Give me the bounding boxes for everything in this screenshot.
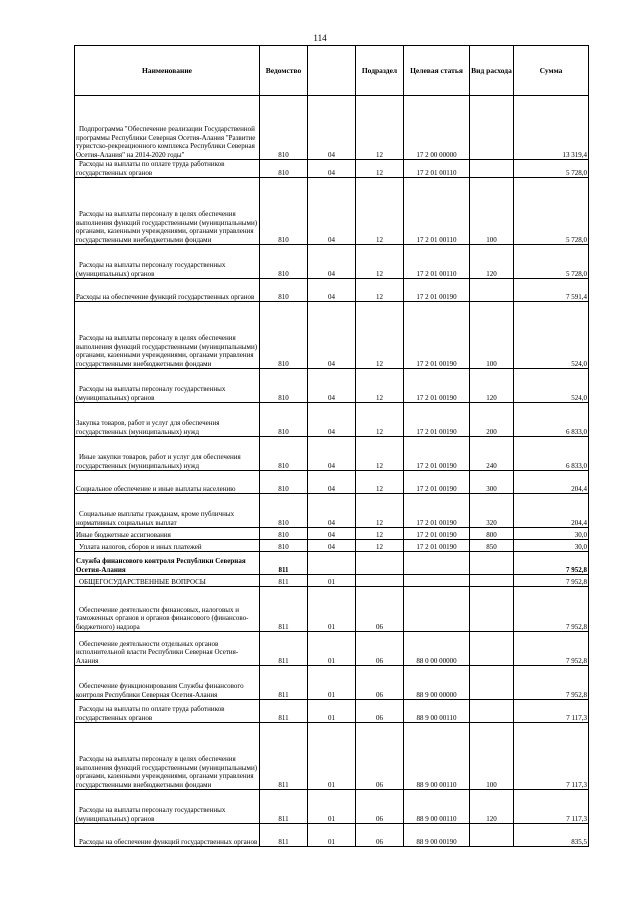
row-section: 04 [308, 245, 356, 279]
table-row [75, 575, 589, 587]
row-amount: 5 728,0 [514, 245, 589, 279]
row-subsection: 06 [356, 587, 404, 632]
table-row [75, 369, 589, 403]
row-dept: 810 [260, 540, 308, 552]
row-amount: 7 952,8 [514, 666, 589, 700]
table-row [75, 471, 589, 494]
row-dept: 811 [260, 824, 308, 847]
row-amount: 5 728,0 [514, 160, 589, 178]
row-expense-type: 320 [470, 494, 514, 528]
row-amount: 204,4 [514, 471, 589, 494]
row-amount: 7 952,8 [514, 632, 589, 666]
col-header-dept: Ведомство [260, 46, 308, 96]
table-row [75, 790, 589, 824]
row-amount: 7 952,8 [514, 587, 589, 632]
row-subsection: 12 [356, 540, 404, 552]
col-header-amount: Сумма [514, 46, 589, 96]
row-expense-type [470, 666, 514, 700]
table-row [75, 632, 589, 666]
table-row [75, 552, 589, 575]
row-subsection: 12 [356, 245, 404, 279]
row-subsection: 06 [356, 632, 404, 666]
row-amount: 7 117,3 [514, 790, 589, 824]
row-subsection: 06 [356, 700, 404, 723]
row-section: 04 [308, 279, 356, 302]
table-row [75, 528, 589, 540]
row-subsection: 12 [356, 160, 404, 178]
row-expense-type [470, 587, 514, 632]
row-section: 04 [308, 471, 356, 494]
row-dept: 811 [260, 575, 308, 587]
row-section: 01 [308, 666, 356, 700]
row-subsection: 06 [356, 790, 404, 824]
row-amount: 6 833,0 [514, 403, 589, 437]
row-section: 04 [308, 302, 356, 369]
row-amount: 524,0 [514, 369, 589, 403]
table-row [75, 403, 589, 437]
row-expense-type: 120 [470, 790, 514, 824]
row-subsection: 12 [356, 302, 404, 369]
row-name: Подпрограмма "Обеспечение реализации Государственной программы Республики Северная Осетия-Алания "Развитие туристско-рекреационного комплекса Республики Северная Осетия-Алания" на 2014-2020 годы" [75, 96, 260, 160]
row-expense-type [470, 575, 514, 587]
row-name: Социальные выплаты гражданам, кроме публичных нормативных социальных выплат [75, 494, 260, 528]
table-row [75, 824, 589, 847]
row-dept: 810 [260, 178, 308, 245]
row-expense-type [470, 160, 514, 178]
row-amount: 6 833,0 [514, 437, 589, 471]
row-target: 17 2 01 00190 [404, 540, 470, 552]
row-name: Расходы на выплаты персоналу государственных (муниципальных) органов [75, 369, 260, 403]
table-row [75, 245, 589, 279]
table-row [75, 494, 589, 528]
row-target [404, 575, 470, 587]
row-dept: 811 [260, 666, 308, 700]
table-row [75, 160, 589, 178]
table-row [75, 178, 589, 245]
col-header-expense-type: Вид расхода [470, 46, 514, 96]
row-target: 17 2 01 00190 [404, 494, 470, 528]
row-expense-type: 100 [470, 178, 514, 245]
row-amount: 7 952,8 [514, 575, 589, 587]
row-amount: 7 591,4 [514, 279, 589, 302]
row-section: 04 [308, 403, 356, 437]
row-name: Расходы на выплаты персоналу в целях обеспечения выполнения функций государственными (муниципальными) органами, казенными учреждениями, органами управления государственными внебюджетными фондами [75, 302, 260, 369]
row-name: Расходы на выплаты персоналу государственных (муниципальных) органов [75, 245, 260, 279]
row-target: 88 9 00 00110 [404, 700, 470, 723]
row-section: 04 [308, 494, 356, 528]
row-name: Расходы на выплаты по оплате труда работников государственных органов [75, 160, 260, 178]
row-amount: 7 117,3 [514, 723, 589, 790]
row-amount: 30,0 [514, 540, 589, 552]
row-name: Расходы на выплаты персоналу в целях обеспечения выполнения функций государственными (муниципальными) органами, казенными учреждениями, органами управления государственными внебюджетными фондами [75, 178, 260, 245]
row-section: 01 [308, 824, 356, 847]
row-section: 01 [308, 723, 356, 790]
row-amount: 835,5 [514, 824, 589, 847]
row-subsection: 12 [356, 178, 404, 245]
row-amount: 204,4 [514, 494, 589, 528]
row-name: Расходы на выплаты по оплате труда работников государственных органов [75, 700, 260, 723]
row-section: 01 [308, 587, 356, 632]
row-section: 04 [308, 96, 356, 160]
row-name: Социальное обеспечение и иные выплаты населению [75, 471, 260, 494]
row-subsection: 12 [356, 369, 404, 403]
row-subsection [356, 575, 404, 587]
row-target: 17 2 01 00190 [404, 403, 470, 437]
row-expense-type: 850 [470, 540, 514, 552]
row-target: 17 2 01 00110 [404, 178, 470, 245]
row-dept: 810 [260, 528, 308, 540]
row-subsection: 06 [356, 666, 404, 700]
row-dept: 810 [260, 494, 308, 528]
table-row [75, 587, 589, 632]
row-expense-type: 100 [470, 302, 514, 369]
row-target: 17 2 00 00000 [404, 96, 470, 160]
row-target: 17 2 01 00190 [404, 302, 470, 369]
row-section: 01 [308, 575, 356, 587]
row-target: 88 0 00 00000 [404, 632, 470, 666]
row-name: Расходы на обеспечение функций государственных органов [75, 279, 260, 302]
page-number: 114 [313, 33, 327, 43]
row-dept: 811 [260, 632, 308, 666]
row-section [308, 552, 356, 575]
row-subsection: 12 [356, 403, 404, 437]
row-target: 17 2 01 00110 [404, 245, 470, 279]
table-row [75, 723, 589, 790]
table-row [75, 666, 589, 700]
row-dept: 810 [260, 437, 308, 471]
row-subsection: 12 [356, 279, 404, 302]
row-name: Расходы на обеспечение функций государственных органов [75, 824, 260, 847]
row-expense-type [470, 700, 514, 723]
row-target: 17 2 01 00190 [404, 437, 470, 471]
row-subsection: 12 [356, 528, 404, 540]
table-row [75, 96, 589, 160]
row-dept: 810 [260, 96, 308, 160]
row-dept: 810 [260, 245, 308, 279]
row-name: Обеспечение деятельности отдельных органов исполнительной власти Республики Северная Осетия-Алания [75, 632, 260, 666]
row-section: 04 [308, 528, 356, 540]
row-dept: 810 [260, 279, 308, 302]
row-expense-type: 240 [470, 437, 514, 471]
row-expense-type: 300 [470, 471, 514, 494]
row-target: 17 2 01 00190 [404, 528, 470, 540]
row-expense-type [470, 552, 514, 575]
row-section: 04 [308, 178, 356, 245]
row-name: Иные бюджетные ассигнования [75, 528, 260, 540]
row-target: 17 2 01 00110 [404, 160, 470, 178]
row-amount: 7 117,3 [514, 700, 589, 723]
row-dept: 811 [260, 723, 308, 790]
row-expense-type: 200 [470, 403, 514, 437]
row-dept: 811 [260, 790, 308, 824]
row-amount: 13 319,4 [514, 96, 589, 160]
row-section: 01 [308, 790, 356, 824]
row-expense-type: 120 [470, 369, 514, 403]
row-section: 04 [308, 437, 356, 471]
row-section: 04 [308, 369, 356, 403]
col-header-name: Наименование [75, 46, 260, 96]
budget-table [74, 45, 589, 847]
row-target: 17 2 01 00190 [404, 471, 470, 494]
row-dept: 810 [260, 403, 308, 437]
row-expense-type: 120 [470, 245, 514, 279]
table-row [75, 279, 589, 302]
col-header-target: Целевая статья [404, 46, 470, 96]
row-amount: 30,0 [514, 528, 589, 540]
row-name: Расходы на выплаты персоналу государственных (муниципальных) органов [75, 790, 260, 824]
row-section: 01 [308, 700, 356, 723]
row-target: 88 9 00 00110 [404, 790, 470, 824]
row-dept: 811 [260, 587, 308, 632]
row-subsection: 06 [356, 723, 404, 790]
col-header-section [308, 46, 356, 96]
row-expense-type [470, 632, 514, 666]
row-dept: 811 [260, 552, 308, 575]
row-expense-type [470, 824, 514, 847]
row-name: Уплата налогов, сборов и иных платежей [75, 540, 260, 552]
row-name: Закупка товаров, работ и услуг для обеспечения государственных (муниципальных) нужд [75, 403, 260, 437]
row-name: Обеспечение функционирования Службы финансового контроля Республики Северная Осетия-Алания [75, 666, 260, 700]
row-target: 88 9 00 00000 [404, 666, 470, 700]
table-header-row [75, 46, 589, 96]
row-name: Служба финансового контроля Республики Северная Осетия-Алания [75, 552, 260, 575]
row-amount: 5 728,0 [514, 178, 589, 245]
row-target: 88 9 00 00190 [404, 824, 470, 847]
row-target: 17 2 01 00190 [404, 279, 470, 302]
row-section: 04 [308, 160, 356, 178]
table-row [75, 700, 589, 723]
table-row [75, 540, 589, 552]
row-name: Обеспечение деятельности финансовых, налоговых и таможенных органов и органов финансового (финансово-бюджетного) надзора [75, 587, 260, 632]
row-dept: 811 [260, 700, 308, 723]
row-dept: 810 [260, 160, 308, 178]
col-header-subsection: Подраздел [356, 46, 404, 96]
row-section: 01 [308, 632, 356, 666]
row-target [404, 552, 470, 575]
row-target [404, 587, 470, 632]
row-name: ОБЩЕГОСУДАРСТВЕННЫЕ ВОПРОСЫ [75, 575, 260, 587]
row-amount: 7 952,8 [514, 552, 589, 575]
row-expense-type [470, 279, 514, 302]
row-subsection: 12 [356, 96, 404, 160]
row-name: Расходы на выплаты персоналу в целях обеспечения выполнения функций государственными (муниципальными) органами, казенными учреждениями, органами управления государственными внебюджетными фондами [75, 723, 260, 790]
row-section: 04 [308, 540, 356, 552]
row-expense-type [470, 96, 514, 160]
row-name: Иные закупки товаров, работ и услуг для обеспечения государственных (муниципальных) нужд [75, 437, 260, 471]
row-subsection: 12 [356, 437, 404, 471]
row-target: 17 2 01 00190 [404, 369, 470, 403]
row-target: 88 9 00 00110 [404, 723, 470, 790]
row-dept: 810 [260, 302, 308, 369]
row-subsection: 12 [356, 471, 404, 494]
row-subsection: 12 [356, 494, 404, 528]
row-expense-type: 100 [470, 723, 514, 790]
row-amount: 524,0 [514, 302, 589, 369]
row-subsection [356, 552, 404, 575]
table-row [75, 437, 589, 471]
table-body [75, 96, 589, 847]
table-row [75, 302, 589, 369]
row-subsection: 06 [356, 824, 404, 847]
row-dept: 810 [260, 369, 308, 403]
row-expense-type: 800 [470, 528, 514, 540]
row-dept: 810 [260, 471, 308, 494]
